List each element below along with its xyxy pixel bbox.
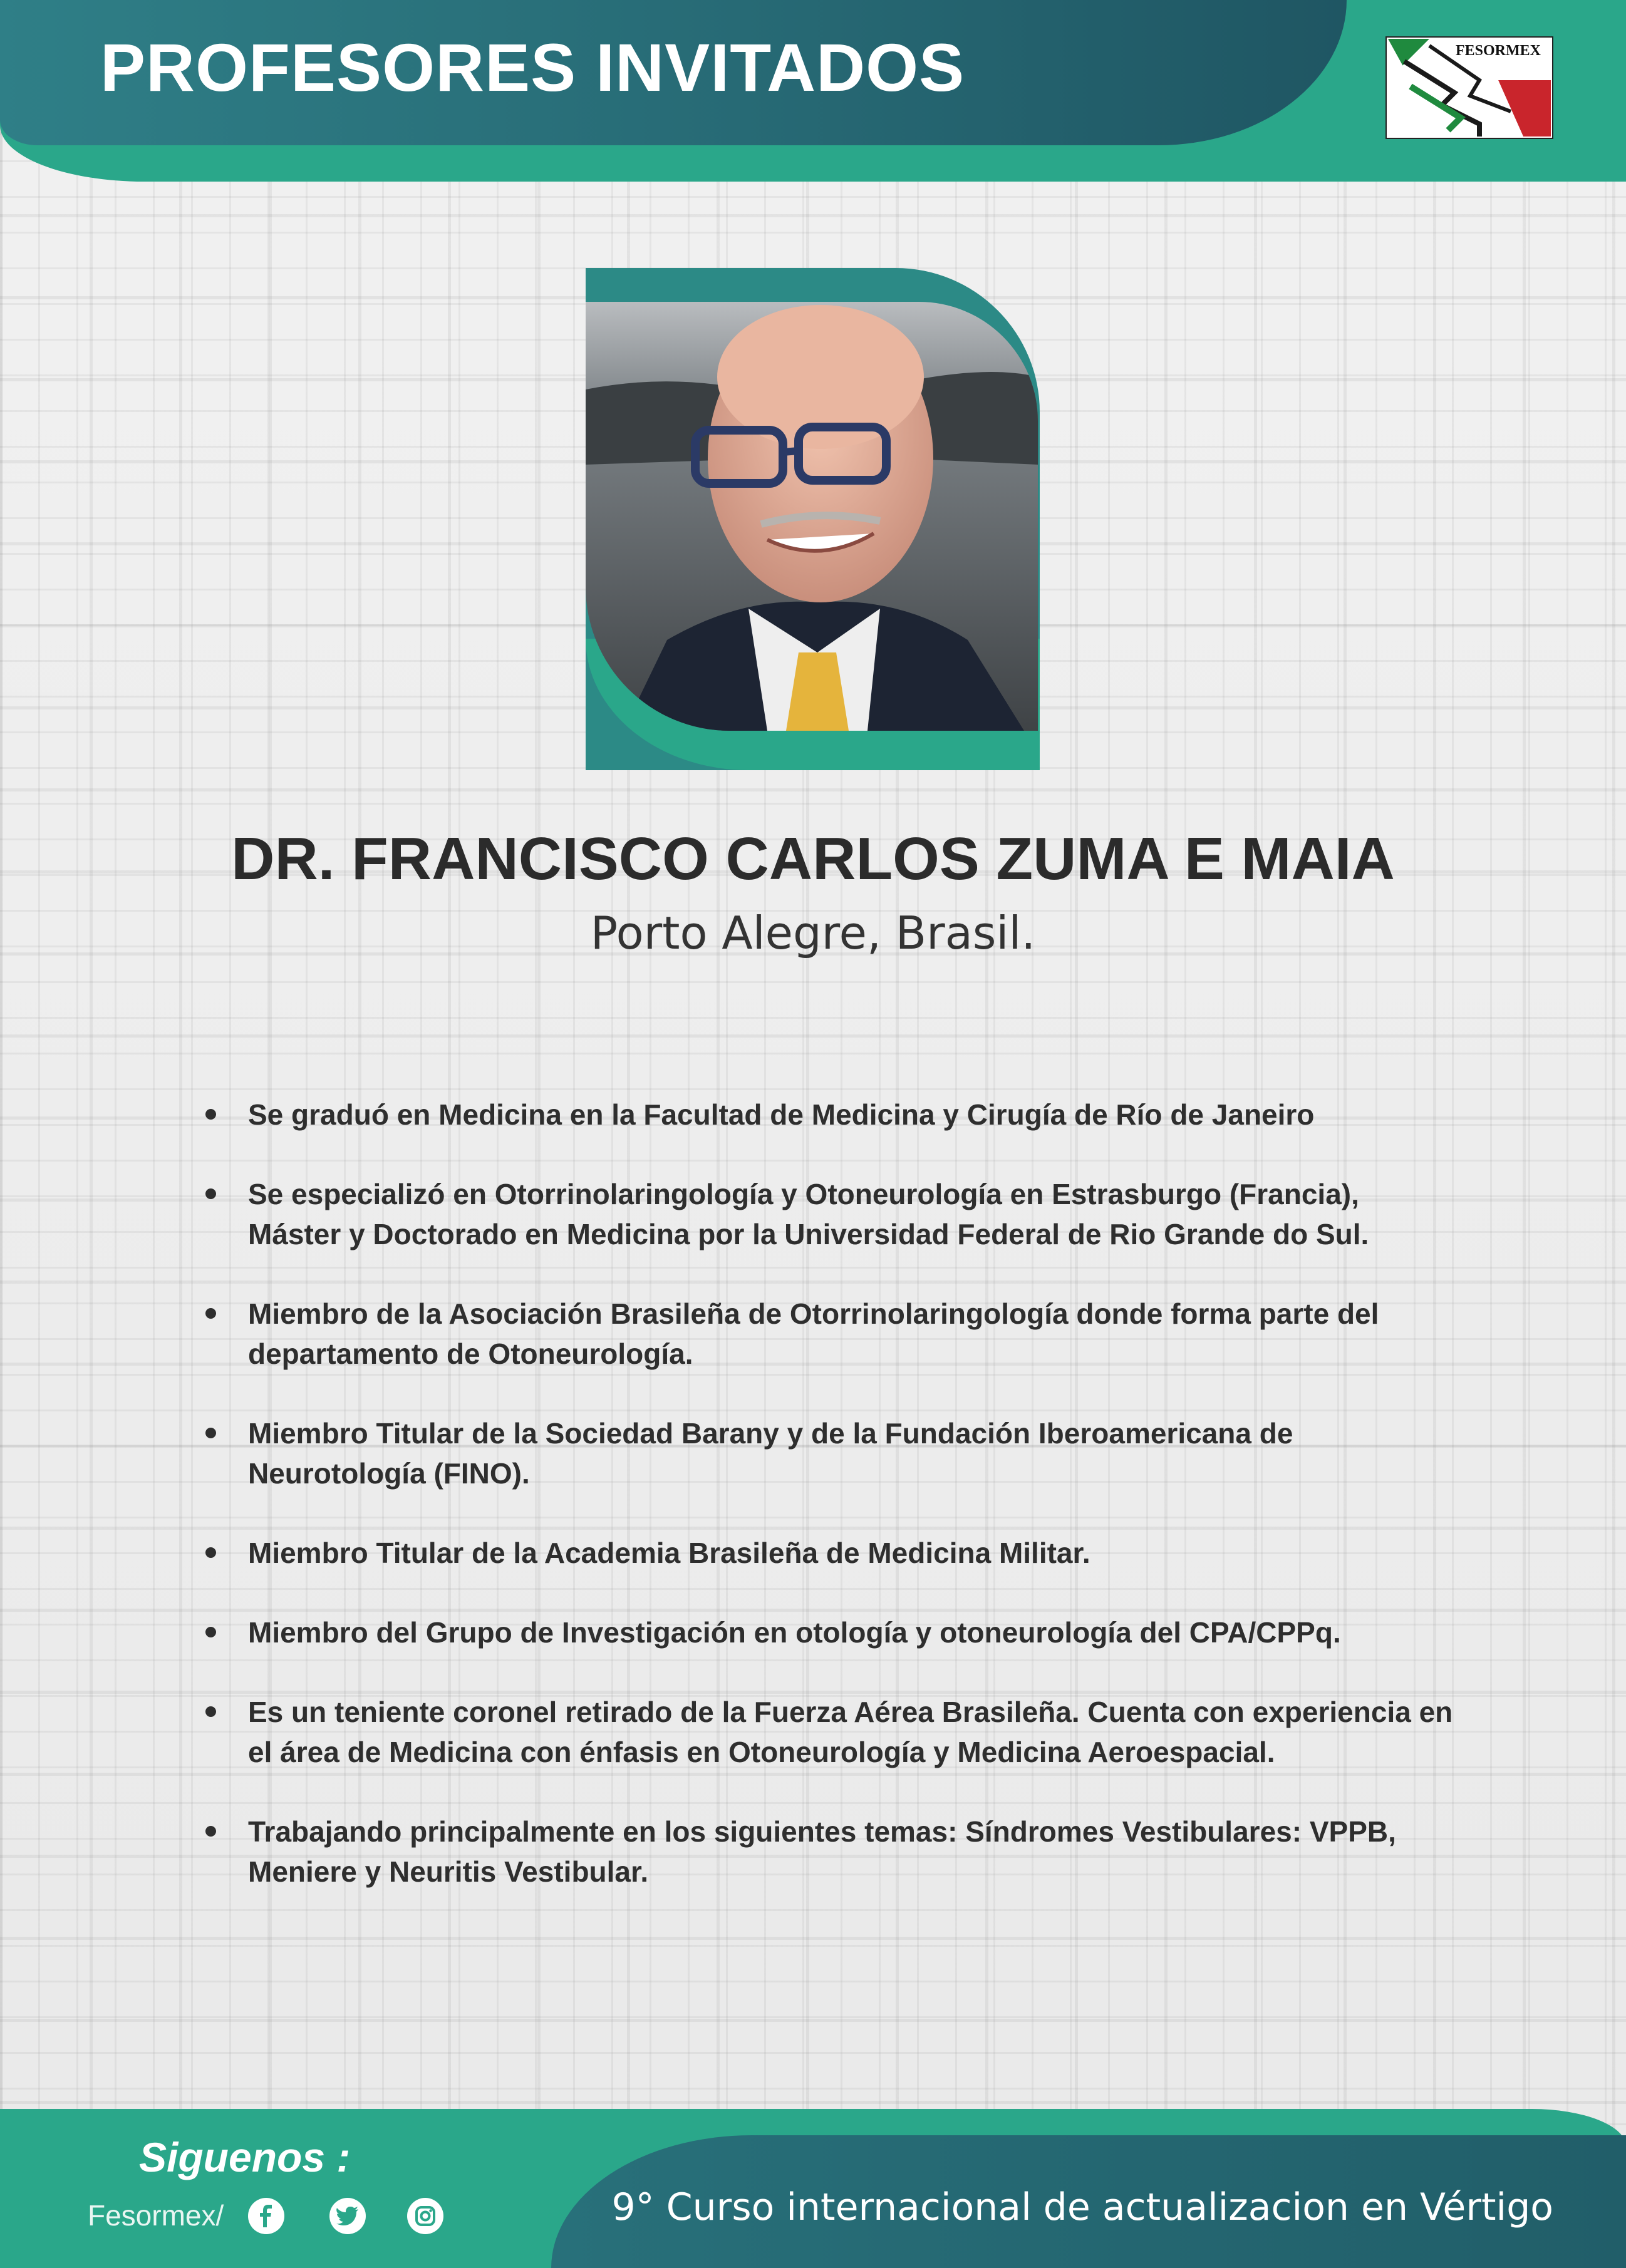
bio-item [200, 1612, 1459, 1652]
bio-item [200, 1413, 1459, 1493]
logo-text: FESORMEX [1455, 43, 1541, 59]
instagram-icon[interactable] [407, 2198, 443, 2234]
page-title: PROFESORES INVITADOS [100, 29, 965, 105]
follow-label: Siguenos : [139, 2134, 351, 2180]
bullet-icon [205, 1109, 216, 1120]
fesormex-logo [1385, 36, 1553, 139]
bio-text: Miembro Titular de la Academia Brasileña de Medicina Militar. [248, 1537, 1090, 1569]
bullet-icon [205, 1826, 216, 1837]
social-handle: Fesormex/ [88, 2199, 224, 2232]
bullet-icon [205, 1547, 216, 1558]
bio-text: Se graduó en Medicina en la Facultad de Medicina y Cirugía de Río de Janeiro [248, 1098, 1315, 1131]
bio-item [200, 1533, 1459, 1573]
bio-item [200, 1174, 1459, 1254]
bio-item [200, 1095, 1459, 1135]
bio-text: Trabajando principalmente en los siguientes temas: Síndromes Vestibulares: VPPB, Meniere y Neuritis Vestibular. [248, 1815, 1396, 1888]
bio-item [200, 1812, 1459, 1892]
bio-text: Es un teniente coronel retirado de la Fuerza Aérea Brasileña. Cuenta con experiencia en el área de Medicina con énfasis en Otoneurología y Medicina Aeroespacial. [248, 1696, 1453, 1768]
facebook-icon[interactable] [248, 2198, 284, 2234]
bio-item [200, 1294, 1459, 1374]
course-title: 9° Curso internacional de actualizacion en Vértigo [611, 2185, 1553, 2229]
twitter-icon[interactable] [329, 2198, 366, 2234]
bio-text: Se especializó en Otorrinolaringología y Otoneurología en Estrasburgo (Francia), Máster y Doctorado en Medicina por la Universidad Federal de Rio Grande do Sul. [248, 1178, 1369, 1250]
bullet-icon [205, 1428, 216, 1438]
professor-location: Porto Alegre, Brasil. [590, 907, 1036, 959]
bullet-icon [205, 1706, 216, 1717]
bio-text: Miembro del Grupo de Investigación en otología y otoneurología del CPA/CPPq. [248, 1616, 1341, 1649]
bullet-icon [205, 1627, 216, 1637]
profile-photo [586, 302, 1038, 731]
bio-list [200, 1095, 1459, 1931]
professor-name: DR. FRANCISCO CARLOS ZUMA E MAIA [231, 825, 1395, 892]
bio-item [200, 1692, 1459, 1772]
bio-text: Miembro de la Asociación Brasileña de Otorrinolaringología donde forma parte del departamento de Otoneurología. [248, 1297, 1379, 1370]
bio-text: Miembro Titular de la Sociedad Barany y de la Fundación Iberoamericana de Neurotología (FINO). [248, 1417, 1293, 1490]
bullet-icon [205, 1188, 216, 1199]
bullet-icon [205, 1308, 216, 1319]
